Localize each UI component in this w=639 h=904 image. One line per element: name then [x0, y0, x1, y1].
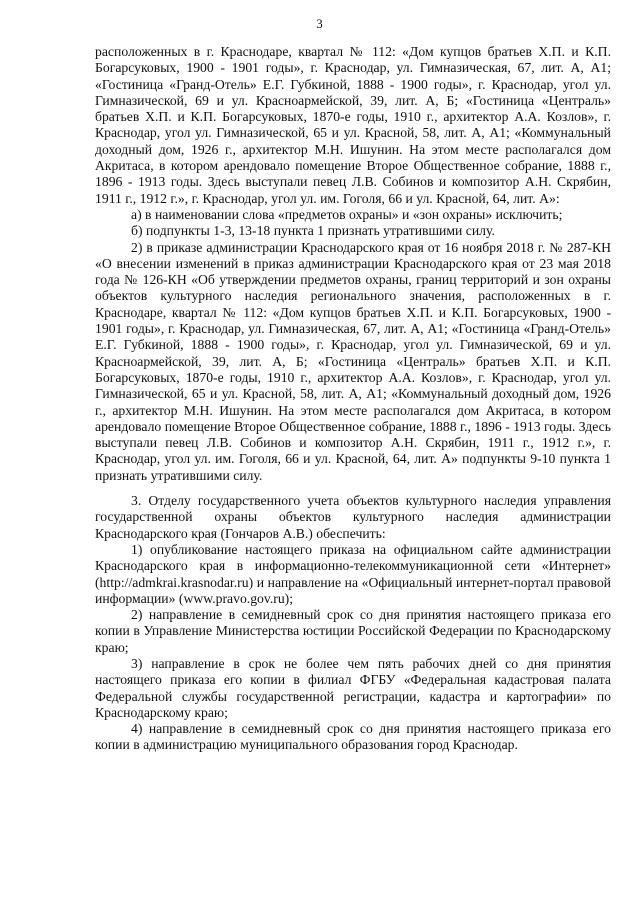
subitem-3-2: 2) направление в семидневный срок со дня принятия настоящего приказа его копии в Управление Министерства юстиции Российской Федерации по Краснодарскому краю; — [95, 607, 611, 655]
subitem-a: а) в наименовании слова «предметов охраны» и «зон охраны» исключить; — [131, 206, 563, 222]
subitem-3-3: 3) направление в срок не более чем пять рабочих дней со дня принятия настоящего приказа его копии в филиал ФГБУ «Федеральная кадастровая палата Федеральной службы государственной регистрации, кадастра и картографии» по Краснодарскому краю; — [95, 655, 611, 720]
paragraph-item-3: 3. Отделу государственного учета объектов культурного наследия управления государственной охраны объектов культурного наследия администрации Краснодарского края (Гончаров А.В.) обеспечить: — [95, 493, 611, 541]
subitem-b: б) подпункты 1-3, 13-18 пункта 1 признать утратившими силу. — [131, 223, 495, 239]
subitem-3-4: 4) направление в семидневный срок со дня принятия настоящего приказа его копии в администрацию муниципального образования город Краснодар. — [95, 721, 611, 753]
page-number: 3 — [316, 16, 323, 31]
document-body — [95, 44, 611, 754]
paragraph-continuation: расположенных в г. Краснодаре, квартал № 112: «Дом купцов братьев Х.П. и К.П. Богарсуковых, 1900 - 1901 годы», г. Краснодар, ул. Гимназическая, 67, лит. А, А1; «Гостиница «Гранд-Отель» Е.Г. Губкиной, 1888 - 1900 годы», г. Краснодар, угол ул. Гимназической, 69 и ул. Красноармейской, 39, лит. А, Б; «Гостиница «Централь» братьев Х.П. и К.П. Богарсуковых, 1870-е годы, 1910 г., архитектор А.А. Козлов», г. Краснодар, угол ул. Гимназической, 65 и ул. Красной, 58, лит. А, А1; «Коммунальный доходный дом, 1926 г., архитектор М.Н. Ишунин. На этом месте располагался дом Акритаса, в котором арендовало помещение Второе Общественное собрание, 1888 г., 1896 - 1913 годы. Здесь выступали певец Л.В. Собинов и композитор А.Н. Скрябин, 1911 г., 1912 г.», г. Краснодар, угол ул. им. Гоголя, 66 и ул. Красной, 64, лит. А»: — [95, 44, 611, 206]
paragraph-item-2: 2) в приказе администрации Краснодарского края от 16 ноября 2018 г. № 287-КН «О внесении изменений в приказ администрации Краснодарского края от 23 мая 2018 года № 126-КН «Об утверждении предметов охраны, границ территорий и зон охраны объектов культурного наследия регионального значения, расположенных в г. Краснодаре, квартал № 112: «Дом купцов братьев Х.П. и К.П. Богарсуковых, 1900 - 1901 годы», г. Краснодар, ул. Гимназическая, 67, лит. А, А1; «Гостиница «Гранд-Отель» Е.Г. Губкиной, 1888 - 1900 годы», г. Краснодар, угол ул. Гимназической, 69 и ул. Красноармейской, 39, лит. А, Б; «Гостиница «Централь» братьев Х.П. и К.П. Богарсуковых, 1870-е годы, 1910 г., архитектор А.А. Козлов», г. Краснодар, угол ул. Гимназической, 65 и ул. Красной, 58, лит. А, А1; «Коммунальный доходный дом, 1926 г., архитектор М.Н. Ишунин. На этом месте располагался дом Акритаса, в котором арендовало помещение Второе Общественное собрание, 1888 г., 1896 - 1913 годы. Здесь выступали певец Л.В. Собинов и композитор А.Н. Скрябин, 1911 г., 1912 г.», г. Краснодар, угол ул. им. Гоголя, 66 и ул. Красной, 64, лит. А» подпункты 9-10 пункта 1 признать утратившими силу. — [95, 239, 611, 483]
subitem-3-1: 1) опубликование настоящего приказа на официальном сайте администрации Краснодарского края в информационно-телекоммуникационной сети «Интернет» (http://admkrai.krasnodar.ru) и направление на «Официальный интернет-портал правовой информации» (www.pravo.gov.ru); — [95, 541, 611, 606]
